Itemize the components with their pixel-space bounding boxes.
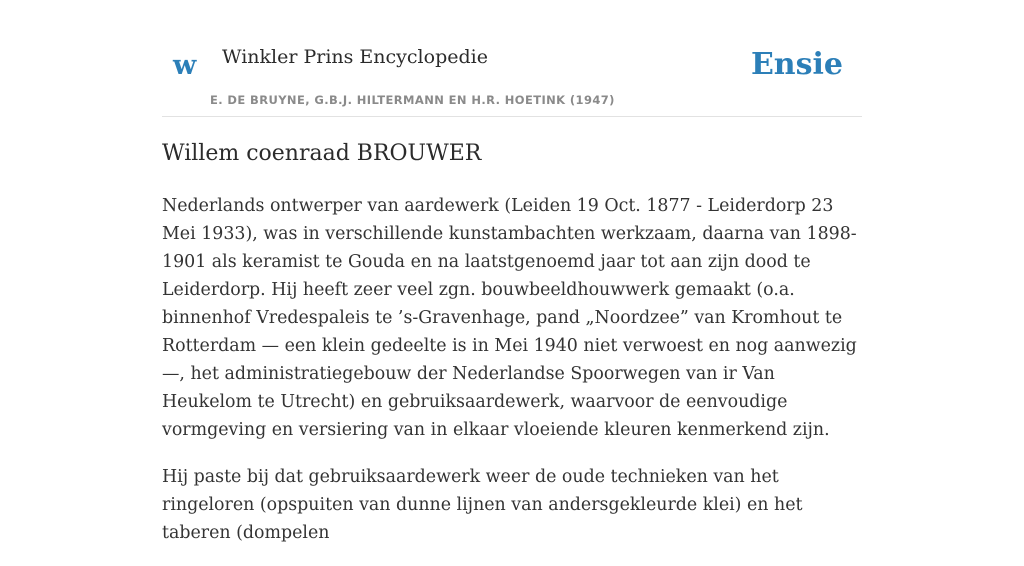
article-paragraph: Nederlands ontwerper van aardewerk (Leiden 19 Oct. 1877 - Leiderdorp 23 Mei 1933), was in verschillende kunstambachten werkzaam, daarna van 1898-1901 als keramist te Gouda en na laatstgenoemd jaar tot aan zijn dood te Leiderdorp. Hij heeft zeer veel zgn. bouwbeeldhouwwerk gemaakt (o.a. binnenhof Vredespaleis te ’s-Gravenhage, pand „Noordzee” van Kromhout te Rotterdam — een klein gedeelte is in Mei 1940 niet verwoest en nog aanwezig —, het administratiegebouw der Nederlandse Spoorwegen van ir Van Heukelom te Utrecht) en gebruiksaardewerk, waarvoor de eenvoudige vormgeving en versiering van in elkaar vloeiende kleuren kenmerkend zijn.: [162, 196, 857, 440]
article-title: Willem coenraad BROUWER: [162, 141, 482, 166]
winkler-prins-logo[interactable]: w: [173, 50, 197, 81]
article-body: [162, 192, 862, 566]
site-header: [162, 0, 862, 117]
source-authors: E. DE BRUYNE, G.B.J. HILTERMANN EN H.R. HOETINK (1947): [210, 93, 615, 107]
article-paragraph: Hij paste bij dat gebruiksaardewerk weer de oude technieken van het ringeloren (opspuiten van dunne lijnen van andersgekleurde klei) en het taberen (dompelen: [162, 467, 803, 543]
page: [162, 0, 862, 543]
ensie-logo[interactable]: Ensie: [750, 47, 843, 82]
site-title-link[interactable]: Winkler Prins Encyclopedie: [222, 46, 488, 68]
